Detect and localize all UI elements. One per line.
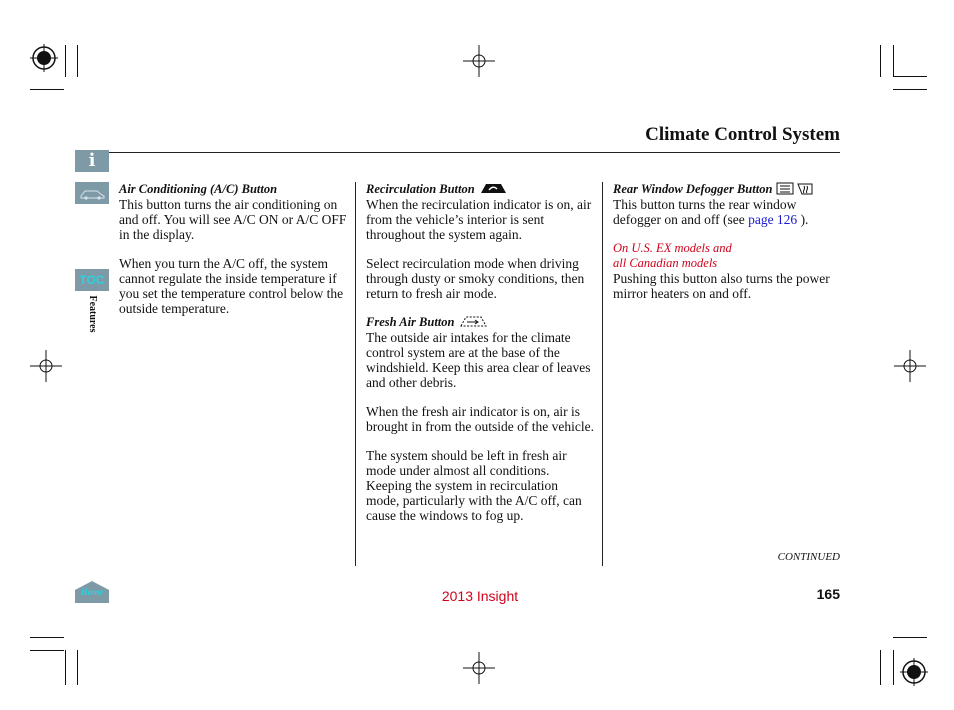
crop-line xyxy=(880,45,881,77)
ac-paragraph-2: When you turn the A/C off, the system cannot regulate the inside temperature if you set the temperature control below the outside temperature. xyxy=(119,256,344,316)
crosshair-mark-top xyxy=(463,45,495,77)
crop-line xyxy=(893,650,894,685)
crop-line xyxy=(77,650,78,685)
car-ac-icon xyxy=(75,182,109,204)
page-126-link[interactable]: page 126 xyxy=(748,212,798,227)
defogger-heading: Rear Window Defogger Button xyxy=(613,182,773,196)
home-label: Home xyxy=(80,587,104,597)
column-ac xyxy=(119,182,347,316)
model-note-line-2: all Canadian models xyxy=(613,256,718,270)
home-button[interactable] xyxy=(74,580,110,604)
ac-paragraph-1: This button turns the air conditioning on and off. You will see A/C ON or A/C OFF in the display. xyxy=(119,197,347,242)
info-button[interactable] xyxy=(75,150,109,172)
crop-line xyxy=(65,45,66,77)
page-title: Climate Control System xyxy=(645,124,840,145)
crop-line xyxy=(893,45,894,77)
recirculation-paragraph-2: Select recirculation mode when driving through dusty or smoky conditions, then return to fresh air mode. xyxy=(366,256,585,301)
info-icon: i xyxy=(88,150,96,171)
fresh-air-heading: Fresh Air Button xyxy=(366,315,455,329)
fresh-air-paragraph-1: The outside air intakes for the climate control system are at the base of the windshield. Keep this area clear of leaves and other debris. xyxy=(366,330,591,390)
fresh-air-heading-row xyxy=(366,315,594,330)
registration-mark-bottom-right xyxy=(900,658,928,686)
mirror-heater-icon xyxy=(797,182,813,195)
fresh-air-icon xyxy=(458,315,488,327)
crosshair-mark-left xyxy=(30,350,62,382)
fresh-air-paragraph-2: When the fresh air indicator is on, air is brought in from the outside of the vehicle. xyxy=(366,404,594,434)
fresh-air-paragraph-3: The system should be left in fresh air mode under almost all conditions. Keeping the system in recirculation mode, particularly with the A/C off, can cause the windows to fog up. xyxy=(366,448,582,523)
crop-line xyxy=(77,45,78,77)
rear-defogger-icon xyxy=(776,182,794,195)
crosshair-mark-right xyxy=(894,350,926,382)
crop-line xyxy=(893,89,927,90)
crop-line xyxy=(893,76,927,77)
defogger-paragraph-1 xyxy=(613,197,841,227)
recirculation-paragraph-1: When the recirculation indicator is on, air from the vehicle’s interior is sent throughout the system again. xyxy=(366,197,592,242)
crosshair-mark-bottom xyxy=(463,652,495,684)
page-number: 165 xyxy=(816,586,840,602)
crop-line xyxy=(30,89,64,90)
column-divider xyxy=(602,182,603,566)
header-rule xyxy=(92,152,840,153)
crop-line xyxy=(65,650,66,685)
defogger-text-before-link: This button turns the rear window defogger on and off (see xyxy=(613,197,797,227)
section-tab-label: Features xyxy=(87,295,98,333)
crop-line xyxy=(880,650,881,685)
column-defogger xyxy=(613,182,841,301)
defogger-heading-row xyxy=(613,182,841,197)
continued-label: CONTINUED xyxy=(777,551,840,563)
model-note-line-1: On U.S. EX models and xyxy=(613,241,732,255)
defogger-text-after-link: ). xyxy=(797,212,809,227)
column-recirculation xyxy=(366,182,594,523)
toc-label: TOC xyxy=(79,273,105,287)
crop-line xyxy=(30,650,64,651)
recirculation-heading-row xyxy=(366,182,594,197)
footer-title: 2013 Insight xyxy=(441,588,519,604)
section-icon-button[interactable] xyxy=(75,182,109,204)
column-divider xyxy=(355,182,356,566)
crop-line xyxy=(893,637,927,638)
registration-mark-top-left xyxy=(30,44,58,72)
recirculation-heading: Recirculation Button xyxy=(366,182,475,196)
crop-line xyxy=(30,637,64,638)
recirculation-icon xyxy=(478,182,508,194)
defogger-paragraph-2: Pushing this button also turns the power mirror heaters on and off. xyxy=(613,271,830,301)
ac-button-heading: Air Conditioning (A/C) Button xyxy=(119,182,278,196)
